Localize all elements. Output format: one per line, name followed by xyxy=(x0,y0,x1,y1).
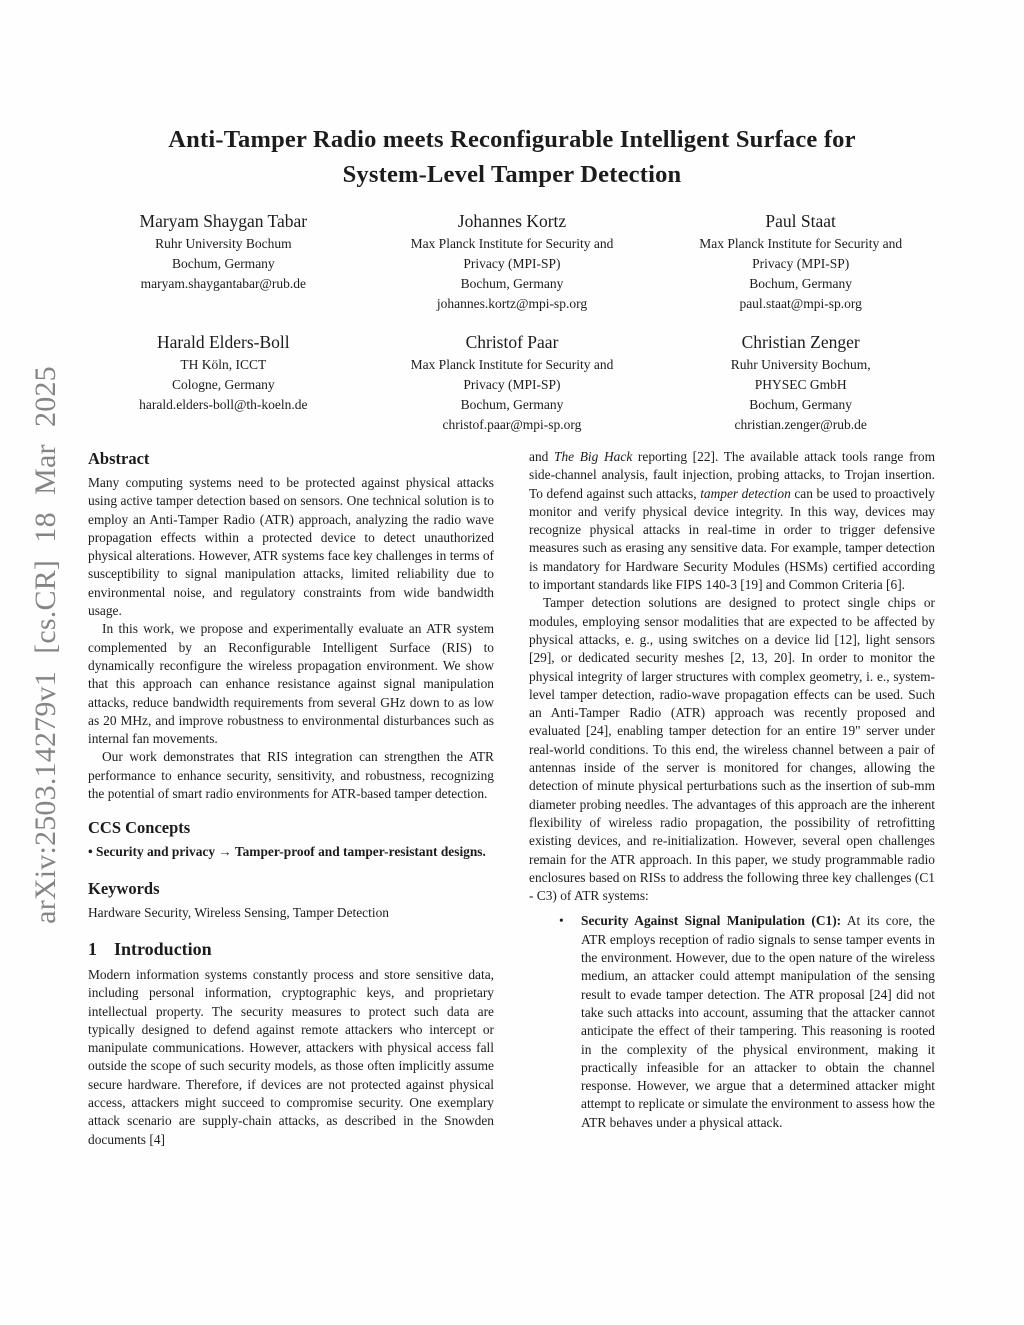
paper-title-line2: System-Level Tamper Detection xyxy=(342,161,682,188)
author-location: Bochum, Germany xyxy=(749,397,853,412)
author-email: maryam.shaygantabar@rub.de xyxy=(140,276,307,291)
abstract-heading: Abstract xyxy=(88,449,150,468)
right-column xyxy=(529,448,935,1149)
author-card xyxy=(660,210,941,314)
author-name: Christian Zenger xyxy=(741,332,860,352)
introduction-heading xyxy=(88,938,494,960)
challenge-item-c1 xyxy=(529,912,935,1132)
title-block xyxy=(0,0,1024,192)
author-name: Paul Staat xyxy=(765,211,836,231)
two-column-body xyxy=(88,448,936,1149)
ccs-heading: CCS Concepts xyxy=(88,818,191,838)
author-name: Christof Paar xyxy=(465,332,559,352)
text-segment: reporting [22]. The available attack tools range from side-channel analysis, fault injection, probing attacks, to Trojan insertion. To defend against such attacks, xyxy=(529,449,935,501)
author-card xyxy=(660,331,941,435)
paper-title-line1: Anti-Tamper Radio meets Reconfigurable Intelligent Surface for xyxy=(168,126,856,153)
challenge-list xyxy=(529,912,935,1132)
author-name: Harald Elders-Boll xyxy=(156,332,290,352)
author-card xyxy=(372,331,653,435)
keywords-text: Hardware Security, Wireless Sensing, Tamper Detection xyxy=(88,904,389,920)
author-card xyxy=(83,210,364,314)
author-location: Bochum, Germany xyxy=(460,276,564,291)
author-location: Bochum, Germany xyxy=(460,397,564,412)
author-affiliation: Privacy (MPI-SP) xyxy=(463,377,561,392)
author-location: Bochum, Germany xyxy=(171,256,275,271)
author-name: Maryam Shaygan Tabar xyxy=(139,211,308,231)
ccs-text: • Security and privacy → Tamper-proof and tamper-resistant designs. xyxy=(88,844,486,860)
abstract-paragraph-3: Our work demonstrates that RIS integration can strengthen the ATR performance to enhance security, sensitivity, and robustness, recognizing the potential of smart radio environments for ATR-based tamper detection. xyxy=(88,749,494,802)
italic-text: The Big Hack xyxy=(554,449,633,464)
text-segment: and xyxy=(529,449,554,464)
author-email: harald.elders-boll@th-koeln.de xyxy=(139,397,308,412)
paper-title xyxy=(0,122,1024,192)
author-affiliation: Privacy (MPI-SP) xyxy=(463,256,561,271)
arxiv-watermark: arXiv:2503.14279v1 [cs.CR] 18 Mar 2025 xyxy=(29,366,62,924)
author-name: Johannes Kortz xyxy=(457,211,567,231)
section-number: 1 xyxy=(88,938,97,959)
italic-text: tamper detection xyxy=(700,485,791,501)
author-email: christof.paar@mpi-sp.org xyxy=(442,417,582,432)
challenge-label: Security Against Signal Manipulation (C1): xyxy=(581,913,842,929)
abstract-paragraph-1: Many computing systems need to be protected against physical attacks using active tamper detection based on sensors. One technical solution is to employ an Anti-Tamper Radio (ATR) approach, analyzing the radio wave propagation effects within a protected device to detect unauthorized physical alterations. However, ATR systems face key challenges in terms of susceptibility to signal manipulation attacks, limited reliability due to environmental noise, and regulatory constraints from wide bandwidth usage. xyxy=(88,475,494,619)
author-email: johannes.kortz@mpi-sp.org xyxy=(436,296,588,311)
text-segment: can be used to proactively monitor and verify physical device integrity. In this way, devices may recognize physical attacks in real-time in order to trigger defensive measures such as erasing any sensitive data. For example, tamper detection is mandatory for Hardware Security Modules (HSMs) certified according to important standards like FIPS 140-3 [19] and Common Criteria [6]. xyxy=(529,485,935,593)
author-card xyxy=(83,331,364,435)
left-column xyxy=(88,448,494,1149)
author-affiliation: Ruhr University Bochum, xyxy=(730,357,871,372)
author-email: paul.staat@mpi-sp.org xyxy=(739,296,862,311)
author-location: Cologne, Germany xyxy=(171,377,275,392)
right-paragraph-2: Tamper detection solutions are designed to protect single chips or modules, employing sensor modalities that are expected to be affected by physical attacks, e. g., using switches on a device lid [12], light sensors [29], or dedicated security meshes [2, 13, 20]. In order to monitor the physical integrity of larger structures with complex geometry, i. e., system-level tamper detection, radio-wave propagation effects can be used. Such an Anti-Tamper Radio (ATR) approach was recently proposed and evaluated [24], enabling tamper detection for an entire 19" server under real-world conditions. To this end, the wireless channel between a pair of antennas inside of the server is monitored for changes, allowing the detection of minute physical perturbations such as the insertion of sub-mm diameter probing needles. The advantages of this approach are the inherent flexibility of wireless radio propagation, the possibility of retrofitting existing devices, and re-initialization. However, several open challenges remain for the ATR approach. In this paper, we study programmable radio enclosures based on RISs to address the following three key challenges (C1 - C3) of ATR systems: xyxy=(529,595,935,904)
right-paragraph-1 xyxy=(529,448,935,594)
author-affiliation: Max Planck Institute for Security and xyxy=(410,357,614,372)
author-affiliation: Ruhr University Bochum xyxy=(155,236,292,251)
author-affiliation: Max Planck Institute for Security and xyxy=(699,236,903,251)
keywords-heading: Keywords xyxy=(88,878,160,898)
abstract-paragraph-2: In this work, we propose and experimentally evaluate an ATR system complemented by an Reconfigurable Intelligent Surface (RIS) to dynamically reconfigure the wireless propagation environment. We show that this approach can enhance resistance against signal manipulation attacks, reduce bandwidth requirements from several GHz down to as low as 20 MHz, and improve robustness to environmental disturbances such as internal fan movements. xyxy=(88,621,494,747)
author-block xyxy=(83,210,941,435)
author-location: Bochum, Germany xyxy=(749,276,853,291)
introduction-paragraph-1: Modern information systems constantly process and store sensitive data, including personal information, cryptographic keys, and proprietary intellectual property. The security measures to protect such data are typically designed to defend against remote attackers who intercept or manipulate communications. However, attackers with physical access fall outside the scope of such security models, as those often implicitly assume secure hardware. Therefore, if devices are not protected against physical access, attackers might succeed to compromise security. One exemplary attack scenario are supply-chain attacks, as described in the Snowden documents [4] xyxy=(88,966,494,1147)
challenge-text: At its core, the ATR employs reception of radio signals to sense tamper events in the environment. However, due to the open nature of the wireless medium, an attacker could attempt manipulation of the sensing result to evade tamper detection. The ATR proposal [24] did not take such attacks into account, assuming that the attacker cannot anticipate the effect of their tampering. This reasoning is rooted in the complexity of the physical environment, making it practically infeasible for an attacker to obtain the channel response. However, we argue that a determined attacker might attempt to replicate or simulate the environment to assess how the ATR behaves under a physical attack. xyxy=(581,913,935,1130)
bullet-icon: • xyxy=(559,913,564,929)
author-email: christian.zenger@rub.de xyxy=(734,417,867,432)
section-title: Introduction xyxy=(114,938,212,959)
author-card xyxy=(372,210,653,314)
author-affiliation: TH Köln, ICCT xyxy=(180,357,267,372)
author-affiliation: Privacy (MPI-SP) xyxy=(752,256,850,271)
author-affiliation: PHYSEC GmbH xyxy=(754,377,847,392)
author-affiliation: Max Planck Institute for Security and xyxy=(410,236,614,251)
